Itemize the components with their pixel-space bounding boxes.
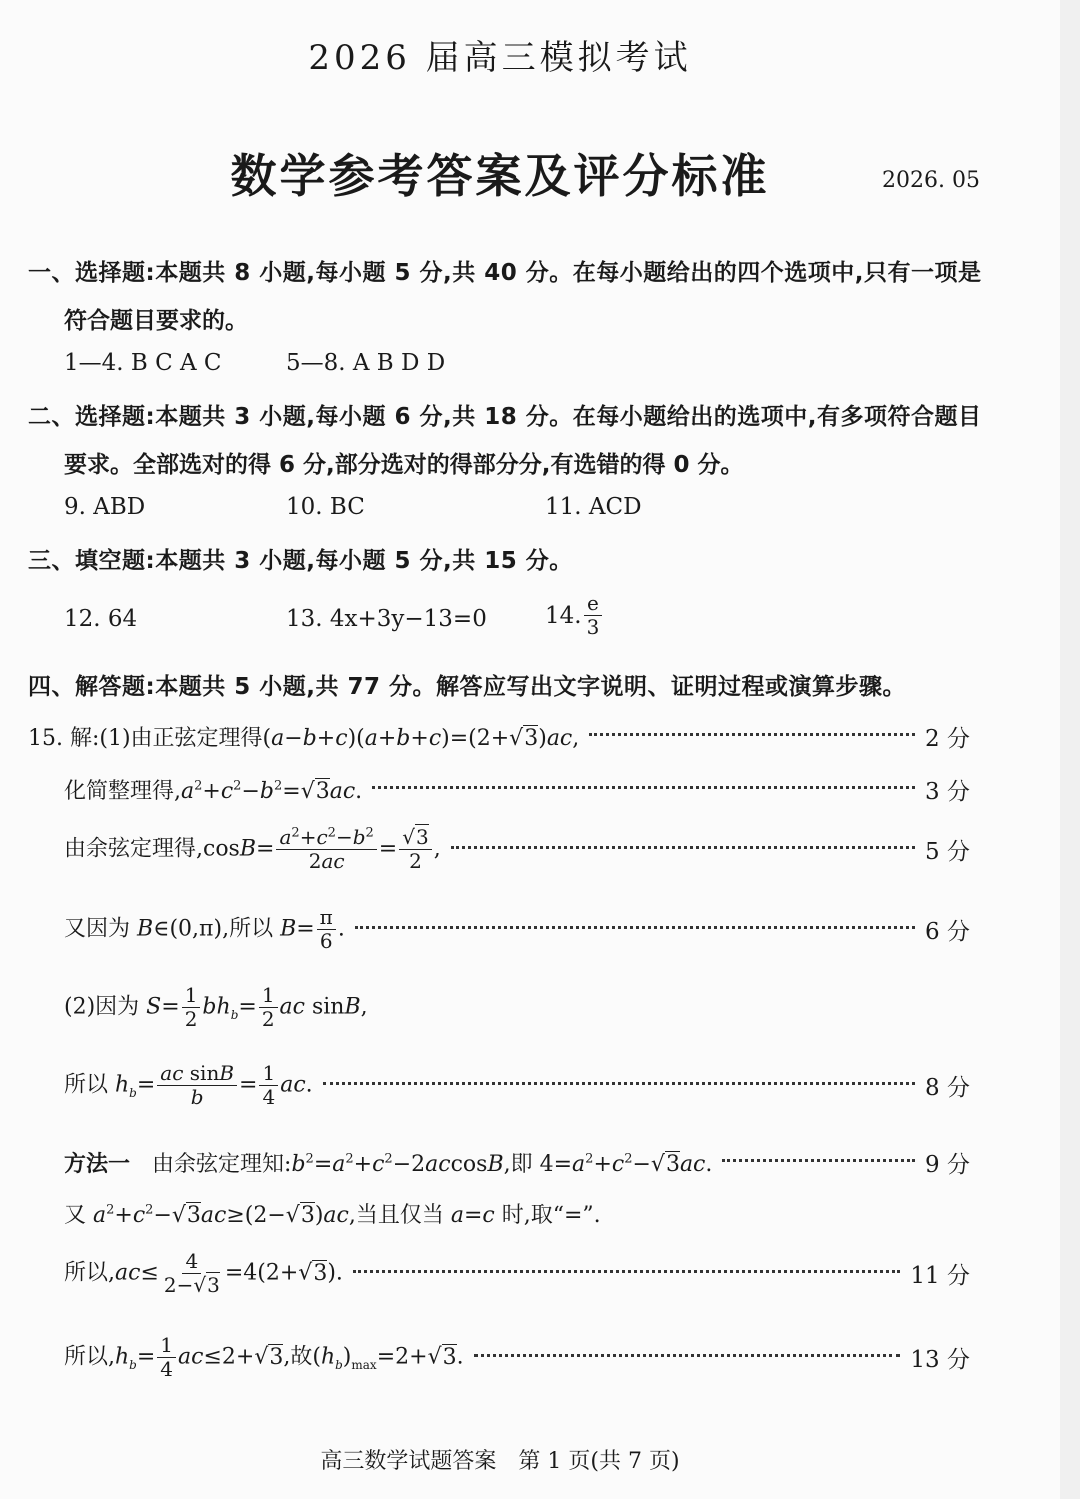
- section2-answer-9: 9. ABD: [64, 494, 146, 520]
- exam-date: 2026. 05: [882, 168, 980, 193]
- section4-heading: 四、解答题:本题共 5 小题,共 77 分。解答应写出文字说明、证明过程或演算步骤。: [28, 674, 906, 700]
- score-9: 9 分: [925, 1152, 970, 1178]
- section2-answer-10: 10. BC: [286, 494, 365, 520]
- section3-heading: 三、填空题:本题共 3 小题,每小题 5 分,共 15 分。: [28, 548, 573, 574]
- answer-14-label: 14.: [545, 602, 582, 629]
- section3-answer-12: 12. 64: [64, 606, 138, 632]
- answer-14-numerator: e: [584, 592, 602, 616]
- score-8: 8 分: [925, 1075, 970, 1101]
- solution-line-3: [64, 826, 970, 873]
- solution-line-8-text: 又 $a^2+c^2-√3ac\ge(2-√3)ac$,当且仅当 a=c 时,取“=”.: [64, 1202, 601, 1228]
- section3-answer-14: [545, 592, 604, 639]
- section2-heading-line2: 要求。全部选对的得 6 分,部分选对的得部分分,有选错的得 0 分。: [64, 452, 744, 478]
- solution-line-10-text: 所以$,h_b=$ $\frac{1}{4}$ ac≤2+√3,故$(h_b)_{max}=2+√3$.: [64, 1333, 464, 1381]
- leader-dots: [355, 926, 915, 929]
- leader-dots: [474, 1354, 901, 1357]
- section1-heading-line2: 符合题目要求的。: [64, 308, 248, 334]
- leader-dots: [372, 786, 915, 789]
- solution-line-1-text: 15. 解:(1)由正弦定理得(a−b+c)(a+b+c)=(2+√3)ac,: [28, 726, 580, 751]
- leader-dots: [353, 1270, 901, 1273]
- score-13: 13 分: [910, 1347, 970, 1373]
- section1-answer-2: 5—8. A B D D: [286, 350, 446, 376]
- solution-line-7-text: 方法一 由余弦定理知$:b^2=a^2+c^2-2accosB$,即 $4=a^2+c^2-√3ac$.: [64, 1151, 713, 1177]
- solution-line-6-text: 所以 $h_b=$ $\frac{\text{ac sinB}}{b}$ = $\frac{1}{4}$ ac.: [64, 1061, 313, 1109]
- solution-line-5: [64, 984, 368, 1031]
- leader-dots: [451, 846, 915, 849]
- leader-dots: [722, 1159, 915, 1162]
- score-11: 11 分: [910, 1263, 970, 1289]
- solution-line-4: [64, 906, 970, 953]
- page-footer: 高三数学试题答案 第 1 页(共 7 页): [320, 1449, 680, 1474]
- page-edge-shadow: [1060, 0, 1080, 1499]
- page-title: 数学参考答案及评分标准: [230, 149, 770, 203]
- score-6: 6 分: [925, 919, 970, 945]
- section1-answer-1: 1—4. B C A C: [64, 350, 222, 376]
- answer-14-denominator: 3: [586, 615, 600, 639]
- solution-line-10: [64, 1334, 970, 1381]
- score-2: 2 分: [925, 726, 970, 752]
- solution-line-4-text: 又因为 B∈(0,π),所以 B= $\frac{\pi}{6}$ .: [64, 905, 345, 953]
- leader-dots: [589, 733, 915, 736]
- leader-dots: [323, 1082, 915, 1085]
- score-5: 5 分: [925, 839, 970, 865]
- method1-label: 方法一: [64, 1152, 131, 1177]
- section2-answer-11: 11. ACD: [545, 494, 642, 520]
- solution-line-9: [64, 1250, 970, 1297]
- solution-line-1: [28, 720, 970, 753]
- solution-line-2-text: 化简整理得$,a^2+c^2-b^2=√3ac$.: [64, 778, 363, 804]
- solution-line-3-text: 由余弦定理得,cosB= $\frac{a^2+c^2-b^2}{2ac}$ = $\frac{√3}{2}$ ,: [64, 825, 441, 873]
- solution-line-6: [64, 1062, 970, 1109]
- exam-subtitle: 2026 届高三模拟考试: [308, 38, 692, 78]
- answer-14-fraction: [584, 592, 603, 639]
- section1-heading-line1: 一、选择题:本题共 8 小题,每小题 5 分,共 40 分。在每小题给出的四个选项中,只有一项是: [28, 260, 982, 286]
- solution-line-2: [64, 773, 970, 806]
- score-3: 3 分: [925, 779, 970, 805]
- section2-heading-line1: 二、选择题:本题共 3 小题,每小题 6 分,共 18 分。在每小题给出的选项中,有多项符合题目: [28, 404, 982, 430]
- solution-line-7: [64, 1146, 970, 1179]
- solution-line-5-text: (2)因为 S= $\frac{1}{2}$ $bh_b=$ $\frac{1}{2}$ ac sinB,: [64, 983, 368, 1031]
- section3-answer-13: 13. 4x+3y−13=0: [286, 606, 487, 632]
- solution-line-8: [64, 1198, 601, 1229]
- solution-line-9-text: 所以,ac≤ $\frac{4}{2-√3}$ =4(2+√3).: [64, 1249, 343, 1297]
